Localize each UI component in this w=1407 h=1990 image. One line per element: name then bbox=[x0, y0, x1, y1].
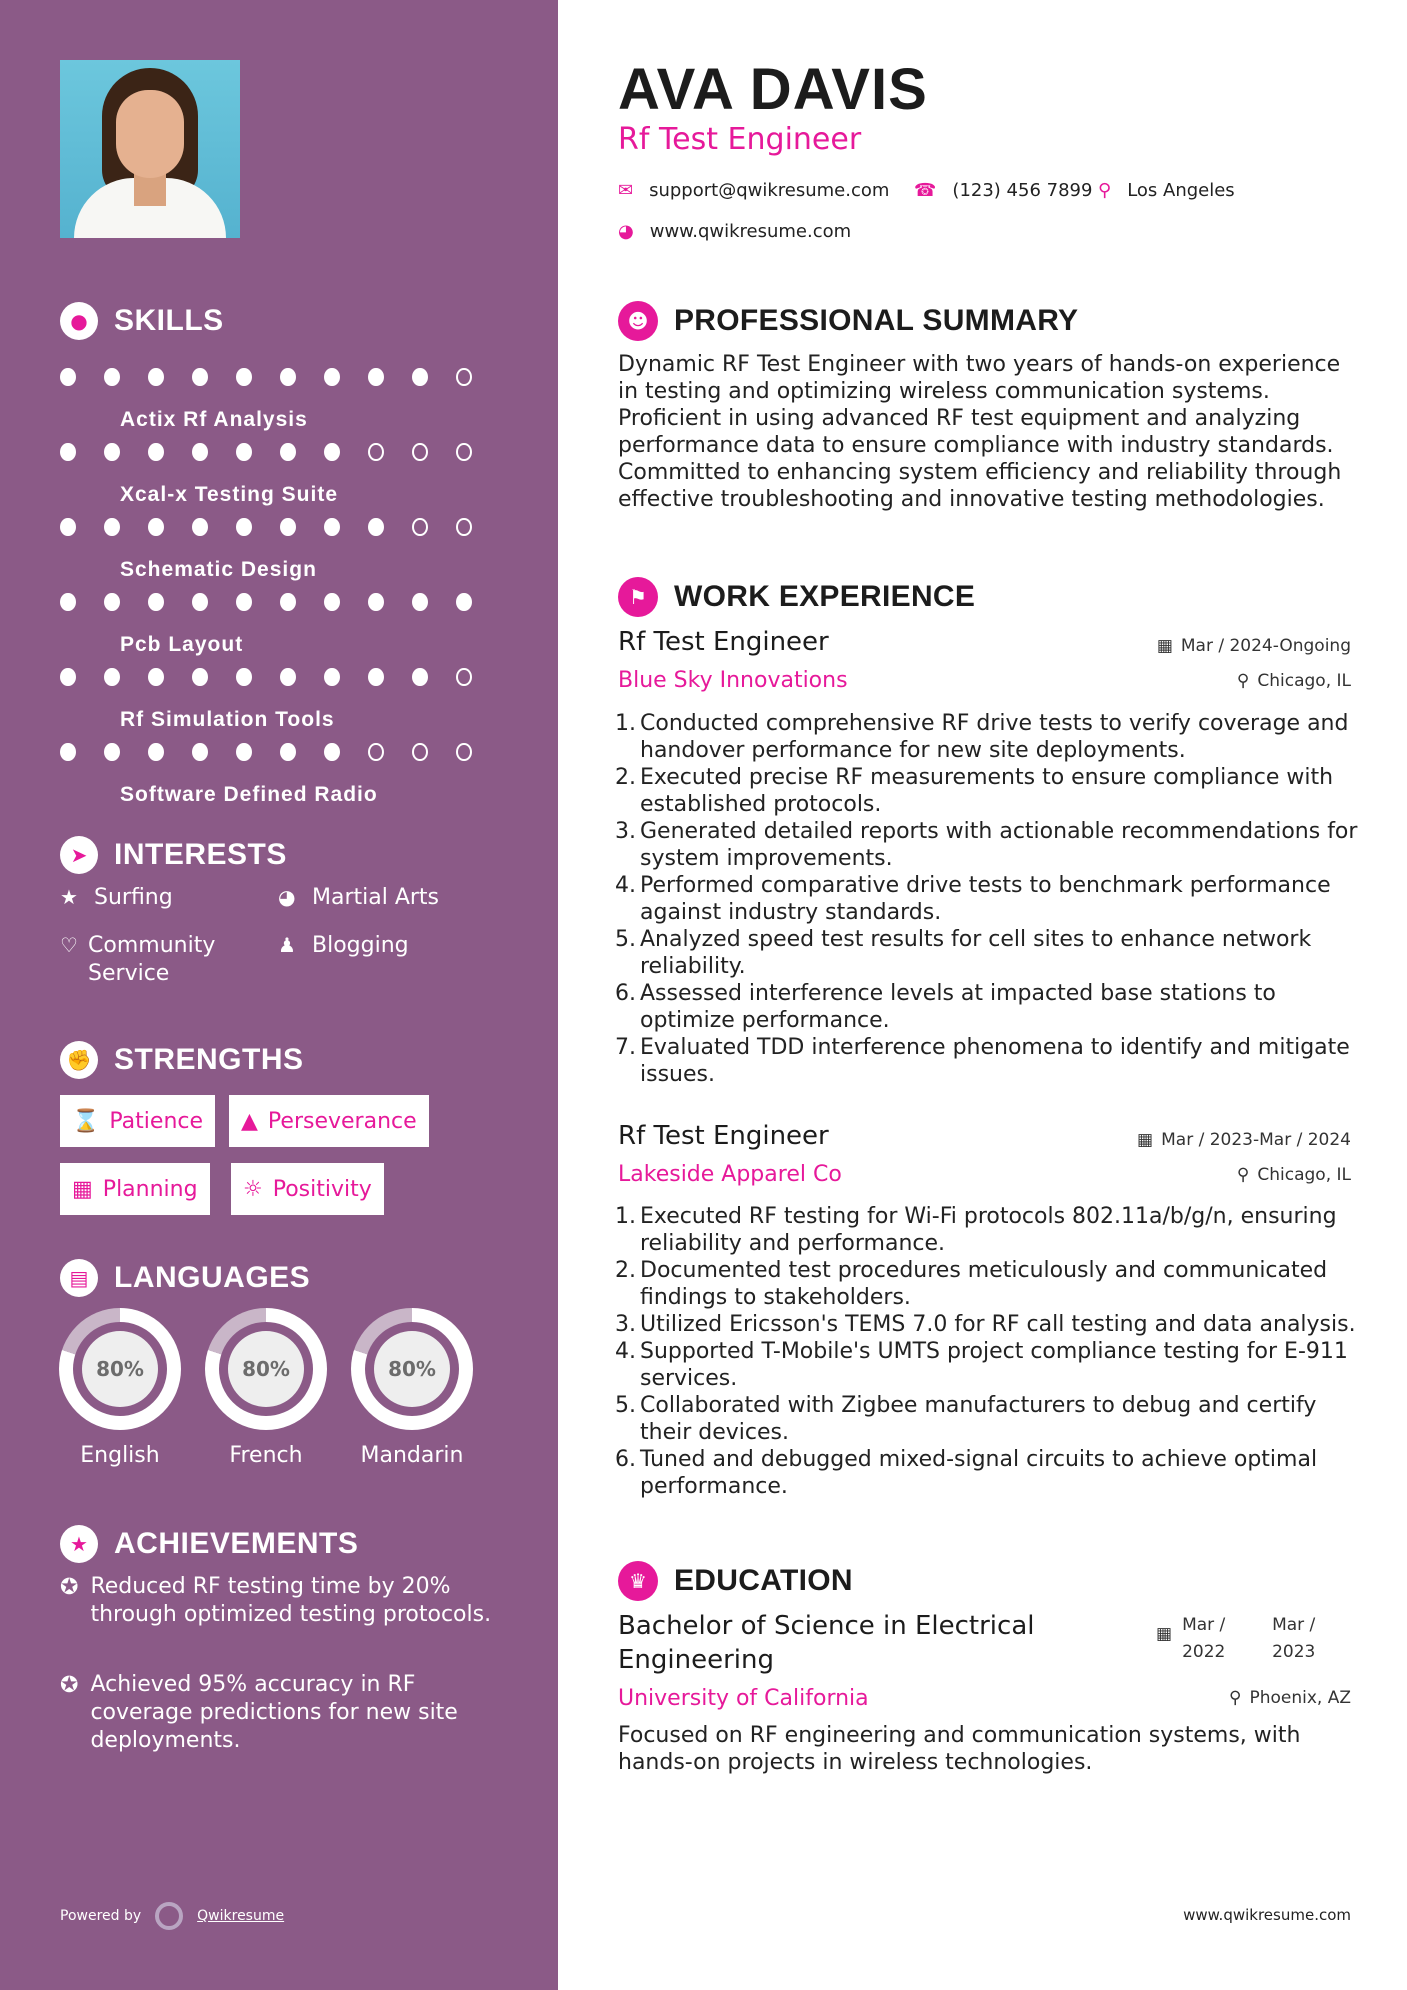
job-bullet: 4. Performed comparative drive tests to benchmark performance against industry standards. bbox=[615, 873, 1331, 925]
achievement-item: ✪ Achieved 95% accuracy in RF coverage predictions for new site deployments. bbox=[60, 1672, 458, 1753]
education-location: ⚲ Phoenix, AZ bbox=[1229, 1688, 1351, 1708]
skill-item bbox=[60, 652, 500, 731]
strengths-heading: ✊ STRENGTHS bbox=[60, 1041, 304, 1079]
rating-dot-empty bbox=[456, 518, 472, 536]
job-bullet: 3. Utilized Ericsson's TEMS 7.0 for RF call testing and data analysis. bbox=[615, 1312, 1356, 1337]
shooting-star-icon: ✪ bbox=[60, 1575, 79, 1600]
job-bullets bbox=[610, 710, 1358, 1088]
language-icon: ▤ bbox=[60, 1259, 98, 1297]
experience-heading: ⚑ WORK EXPERIENCE bbox=[618, 577, 975, 617]
rating-dot-filled bbox=[236, 368, 252, 386]
rating-dot-filled bbox=[368, 668, 384, 686]
education-dates: ▦ Mar / 2022 Mar / 2023 bbox=[1156, 1612, 1362, 1666]
rating-dot-filled bbox=[60, 593, 76, 611]
rating-dot-filled bbox=[104, 743, 120, 761]
interest-item: ★ Surfing bbox=[60, 885, 173, 910]
globe-icon: ◕ bbox=[618, 221, 634, 242]
skill-rating bbox=[60, 368, 500, 386]
user-icon: ☻ bbox=[618, 301, 658, 341]
skills-heading: ● SKILLS bbox=[60, 302, 224, 340]
skill-rating bbox=[60, 743, 500, 761]
rating-dot-filled bbox=[412, 368, 428, 386]
rating-dot-filled bbox=[60, 518, 76, 536]
skill-name: Xcal-x Testing Suite bbox=[120, 483, 338, 506]
job-location: ⚲ Chicago, IL bbox=[1236, 1165, 1351, 1185]
pin-icon: ⚲ bbox=[1236, 1165, 1250, 1185]
language-name: English bbox=[80, 1443, 160, 1468]
rating-dot-filled bbox=[324, 593, 340, 611]
road-icon: ▲ bbox=[241, 1108, 258, 1134]
job-dates: ▦ Mar / 2023-Mar / 2024 bbox=[1137, 1130, 1351, 1150]
skill-item bbox=[60, 427, 500, 506]
contact-phone: ☎ (123) 456 7899 bbox=[914, 180, 1093, 201]
main-content bbox=[558, 0, 1407, 1990]
envelope-icon: ✉ bbox=[618, 180, 634, 201]
rating-dot-empty bbox=[456, 368, 472, 386]
rating-dot-filled bbox=[280, 443, 296, 461]
skill-item bbox=[60, 577, 500, 656]
rating-dot-filled bbox=[324, 368, 340, 386]
rating-dot-filled bbox=[192, 743, 208, 761]
profile-photo bbox=[60, 60, 240, 238]
rating-dot-empty bbox=[412, 518, 428, 536]
languages-heading: ▤ LANGUAGES bbox=[60, 1259, 310, 1297]
candidate-name: AVA DAVIS bbox=[618, 57, 928, 122]
job-title: Rf Test Engineer bbox=[618, 1121, 829, 1151]
achievements-heading: ★ ACHIEVEMENTS bbox=[60, 1525, 358, 1563]
rating-dot-filled bbox=[148, 668, 164, 686]
rating-dot-filled bbox=[60, 368, 76, 386]
rating-dot-filled bbox=[104, 518, 120, 536]
rating-dot-filled bbox=[148, 518, 164, 536]
strength-badge: ☼ Positivity bbox=[231, 1163, 384, 1215]
skill-rating bbox=[60, 593, 500, 611]
candidate-role: Rf Test Engineer bbox=[618, 122, 862, 157]
job-title: Rf Test Engineer bbox=[618, 627, 829, 657]
paper-plane-icon: ➤ bbox=[60, 836, 98, 874]
skill-name: Rf Simulation Tools bbox=[120, 708, 335, 731]
rating-dot-filled bbox=[324, 518, 340, 536]
language-ring-french: 80% bbox=[205, 1308, 327, 1430]
rating-dot-filled bbox=[60, 443, 76, 461]
rating-dot-filled bbox=[236, 593, 252, 611]
rating-dot-filled bbox=[148, 743, 164, 761]
language-ring-english: 80% bbox=[59, 1308, 181, 1430]
skill-item bbox=[60, 352, 500, 431]
graduation-cap-icon: ♛ bbox=[618, 1561, 658, 1601]
contact-website[interactable]: ◕ www.qwikresume.com bbox=[618, 221, 852, 242]
map-pin-icon: ⚲ bbox=[1098, 180, 1112, 201]
interest-item: ◕ Martial Arts bbox=[278, 885, 440, 910]
education-heading: ♛ EDUCATION bbox=[618, 1561, 853, 1601]
qwikresume-logo-icon bbox=[155, 1902, 183, 1930]
qwikresume-link[interactable]: Qwikresume bbox=[197, 1908, 285, 1924]
rating-dot-filled bbox=[60, 668, 76, 686]
hourglass-icon: ⌛ bbox=[72, 1108, 100, 1134]
rating-dot-filled bbox=[192, 443, 208, 461]
rating-dot-filled bbox=[236, 668, 252, 686]
rating-dot-filled bbox=[280, 743, 296, 761]
shooting-star-icon: ✪ bbox=[60, 1673, 79, 1698]
rating-dot-filled bbox=[280, 593, 296, 611]
rating-dot-filled bbox=[104, 668, 120, 686]
summary-heading: ☻ PROFESSIONAL SUMMARY bbox=[618, 301, 1078, 341]
rating-dot-empty bbox=[368, 443, 384, 461]
pin-icon: ⚲ bbox=[1229, 1688, 1242, 1708]
rating-dot-filled bbox=[192, 368, 208, 386]
rating-dot-filled bbox=[324, 668, 340, 686]
skill-rating bbox=[60, 518, 500, 536]
rating-dot-filled bbox=[104, 368, 120, 386]
rating-dot-filled bbox=[104, 443, 120, 461]
calendar-icon: ▦ bbox=[1137, 1130, 1154, 1150]
education-description: Focused on RF engineering and communication systems, with hands-on projects in wireless technologies. bbox=[618, 1723, 1301, 1775]
interests-heading: ➤ INTERESTS bbox=[60, 836, 287, 874]
rating-dot-filled bbox=[192, 593, 208, 611]
job-bullet: 6. Tuned and debugged mixed-signal circuits to achieve optimal performance. bbox=[615, 1447, 1318, 1499]
job-bullet: 5. Collaborated with Zigbee manufacturers to debug and certify their devices. bbox=[615, 1393, 1317, 1445]
skill-item bbox=[60, 727, 500, 806]
sidebar bbox=[0, 0, 558, 1990]
rating-dot-filled bbox=[368, 593, 384, 611]
rating-dot-filled bbox=[104, 593, 120, 611]
job-bullet: 2. Executed precise RF measurements to ensure compliance with established protocols. bbox=[615, 765, 1334, 817]
job-bullet: 2. Documented test procedures meticulously and communicated findings to stakeholders. bbox=[615, 1258, 1328, 1310]
skill-item bbox=[60, 502, 500, 581]
strength-badge: ▲ Perseverance bbox=[229, 1095, 429, 1147]
job-location: ⚲ Chicago, IL bbox=[1236, 671, 1351, 691]
rating-dot-filled bbox=[148, 593, 164, 611]
rating-dot-filled bbox=[368, 368, 384, 386]
rating-dot-filled bbox=[412, 593, 428, 611]
contact-email[interactable]: ✉ support@qwikresume.com bbox=[618, 180, 890, 201]
job-bullet: 3. Generated detailed reports with actionable recommendations for system improvements. bbox=[615, 819, 1358, 871]
fist-icon: ✊ bbox=[60, 1041, 98, 1079]
skill-rating bbox=[60, 443, 500, 461]
rating-dot-filled bbox=[148, 368, 164, 386]
achievement-item: ✪ Reduced RF testing time by 20% through optimized testing protocols. bbox=[60, 1574, 492, 1627]
rating-dot-filled bbox=[148, 443, 164, 461]
users-icon: ♟ bbox=[278, 933, 296, 957]
strength-badge: ⌛ Patience bbox=[60, 1095, 215, 1147]
skill-name: Software Defined Radio bbox=[120, 783, 378, 806]
rating-dot-filled bbox=[324, 743, 340, 761]
degree-title: Bachelor of Science in Electrical Engineering bbox=[618, 1611, 1035, 1675]
job-bullet: 5. Analyzed speed test results for cell sites to enhance network reliability. bbox=[615, 927, 1312, 979]
contact-location: ⚲ Los Angeles bbox=[1098, 180, 1235, 201]
pin-icon: ⚲ bbox=[1236, 671, 1250, 691]
rating-dot-filled bbox=[412, 668, 428, 686]
rating-dot-filled bbox=[236, 443, 252, 461]
rating-dot-filled bbox=[280, 668, 296, 686]
interest-item: ♟ Blogging bbox=[278, 933, 409, 958]
interest-item: ♡ Community Service bbox=[60, 933, 216, 986]
calendar-icon: ▦ bbox=[1156, 1624, 1173, 1644]
job-bullet: 4. Supported T-Mobile's UMTS project compliance testing for E-911 services. bbox=[615, 1339, 1348, 1391]
rating-dot-empty bbox=[412, 743, 428, 761]
skill-name: Schematic Design bbox=[120, 558, 317, 581]
rating-dot-filled bbox=[236, 518, 252, 536]
job-dates: ▦ Mar / 2024-Ongoing bbox=[1156, 636, 1351, 656]
star-badge-icon: ★ bbox=[60, 1525, 98, 1563]
language-ring-mandarin: 80% bbox=[351, 1308, 473, 1430]
job-bullet: 7. Evaluated TDD interference phenomena to identify and mitigate issues. bbox=[615, 1035, 1350, 1087]
rating-dot-filled bbox=[280, 518, 296, 536]
rating-dot-empty bbox=[456, 743, 472, 761]
chair-icon: ⚑ bbox=[618, 577, 658, 617]
rating-dot-empty bbox=[412, 443, 428, 461]
phone-icon: ☎ bbox=[914, 180, 937, 201]
rating-dot-filled bbox=[236, 743, 252, 761]
strength-badge: ▦ Planning bbox=[60, 1163, 210, 1215]
powered-by: Powered by Qwikresume bbox=[60, 1902, 284, 1930]
rating-dot-filled bbox=[60, 743, 76, 761]
rating-dot-filled bbox=[192, 518, 208, 536]
rating-dot-filled bbox=[324, 443, 340, 461]
footer-url[interactable]: www.qwikresume.com bbox=[1183, 1906, 1351, 1924]
job-bullet: 1. Executed RF testing for Wi-Fi protocols 802.11a/b/g/n, ensuring reliability and performance. bbox=[615, 1204, 1337, 1256]
skill-rating bbox=[60, 668, 500, 686]
rating-dot-empty bbox=[456, 668, 472, 686]
language-name: French bbox=[229, 1443, 303, 1468]
skill-name: Actix Rf Analysis bbox=[120, 408, 308, 431]
job-company: Lakeside Apparel Co bbox=[618, 1162, 842, 1187]
school-name: University of California bbox=[618, 1686, 869, 1711]
rating-dot-filled bbox=[192, 668, 208, 686]
rating-dot-filled bbox=[368, 518, 384, 536]
rating-dot-empty bbox=[368, 743, 384, 761]
calendar-icon: ▦ bbox=[72, 1176, 93, 1202]
handshake-icon: ♡ bbox=[60, 933, 78, 957]
job-company: Blue Sky Innovations bbox=[618, 668, 848, 693]
language-name: Mandarin bbox=[360, 1443, 464, 1468]
job-bullets bbox=[610, 1203, 1358, 1500]
globe-icon: ◕ bbox=[278, 885, 296, 909]
job-bullet: 1. Conducted comprehensive RF drive tests to verify coverage and handover performance for new site deployments. bbox=[615, 711, 1349, 763]
summary-text: Dynamic RF Test Engineer with two years of hands-on experience in testing and optimizing wireless communication systems. Proficient in using advanced RF test equipment and analyzing performance data to ensure compliance with industry standards. Committed to enhancing system efficiency and reliability through effective troubleshooting and innovative testing methodologies. bbox=[618, 352, 1342, 512]
rating-dot-filled bbox=[456, 593, 472, 611]
job-bullet: 6. Assessed interference levels at impacted base stations to optimize performance. bbox=[615, 981, 1276, 1033]
rating-dot-empty bbox=[456, 443, 472, 461]
lightbulb-icon: ● bbox=[60, 302, 98, 340]
sun-icon: ☼ bbox=[243, 1176, 263, 1202]
calendar-icon: ▦ bbox=[1156, 636, 1173, 656]
rating-dot-filled bbox=[280, 368, 296, 386]
skill-name: Pcb Layout bbox=[120, 633, 244, 656]
star-icon: ★ bbox=[60, 885, 78, 909]
